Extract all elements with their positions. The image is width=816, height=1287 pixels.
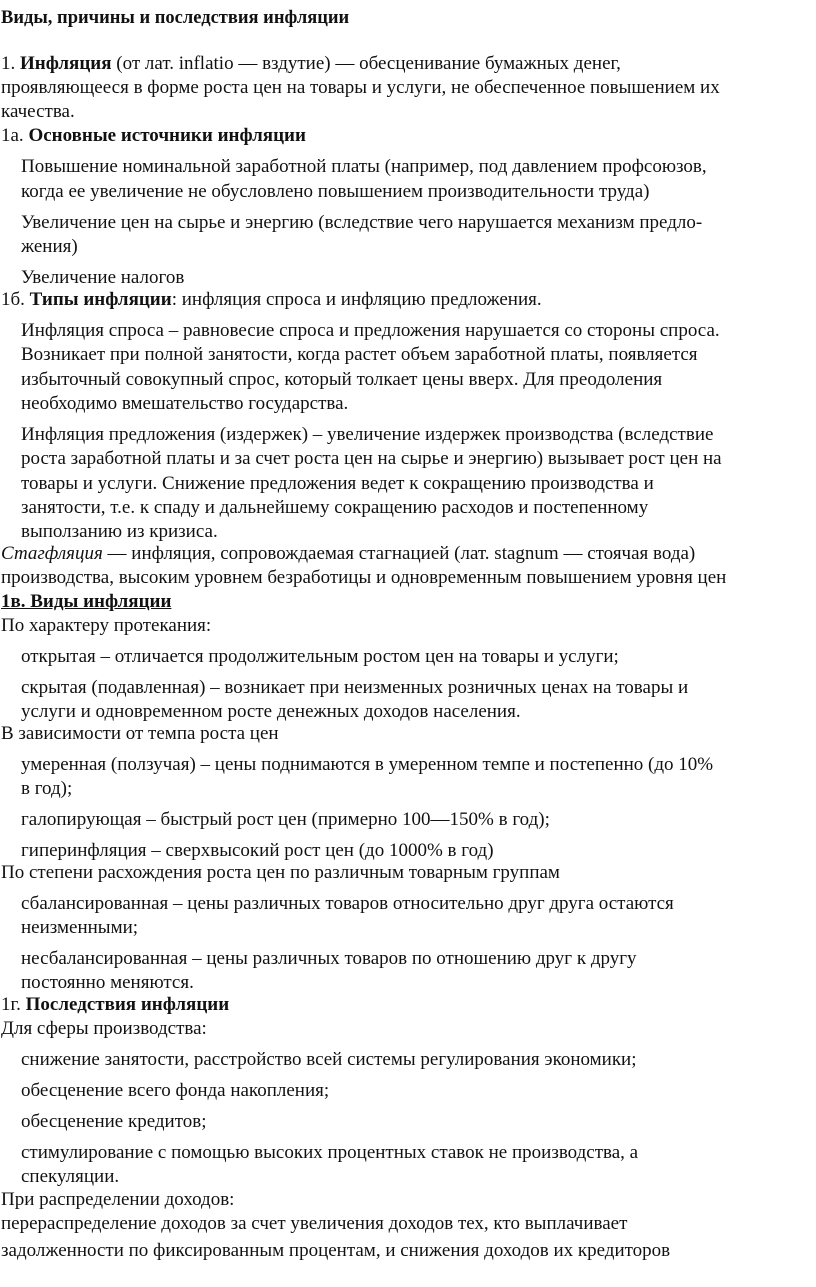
definition-stagflation	[1, 542, 811, 567]
list-item: сбалансированная – цены различных товаров относительно друг друга остаются	[21, 893, 674, 914]
list-item: когда ее увеличение не обусловлено повышением производительности труда)	[21, 181, 650, 202]
group-label: При распределении доходов:	[1, 1189, 235, 1210]
list-item: выползанию из кризиса.	[21, 521, 218, 542]
document-title: Виды, причины и последствия инфляции	[1, 8, 350, 28]
section-number: 1б.	[1, 289, 30, 310]
list-item: обесценение всего фонда накопления;	[21, 1080, 330, 1101]
group-label: По характеру протекания:	[1, 615, 212, 636]
heading-rest: : инфляция спроса и инфляцию предложения.	[171, 289, 542, 310]
definition-line: качества.	[1, 101, 75, 122]
list-item: гиперинфляция – сверхвысокий рост цен (до 1000% в год)	[21, 840, 494, 861]
body-line: задолженности по фиксированным процентам, и снижения доходов их кредиторов	[1, 1240, 671, 1261]
list-item: Увеличение цен на сырье и энергию (вследствие чего нарушается механизм предло-	[21, 212, 703, 233]
body-line: перераспределение доходов за счет увеличения доходов тех, кто выплачивает	[1, 1213, 628, 1234]
section-heading-kinds	[1, 590, 811, 615]
section-number: 1г.	[1, 994, 26, 1015]
list-item: постоянно меняются.	[21, 972, 194, 993]
list-item: несбалансированная – цены различных товаров по отношению друг к другу	[21, 948, 637, 969]
list-item: товары и услуги. Снижение предложения ведет к сокращению производства и	[21, 473, 654, 494]
group-label: По степени расхождения роста цен по различным товарным группам	[1, 862, 560, 883]
definition-text: — инфляция, сопровождаемая стагнацией (лат. stagnum — стоячая вода)	[102, 543, 696, 564]
list-item: роста заработной платы и за счет роста цен на сырье и энергию) вызывает рост цен на	[21, 448, 722, 469]
list-item: спекуляции.	[21, 1166, 120, 1187]
section-number: 1.	[1, 53, 20, 74]
list-item: услуги и одновременном росте денежных доходов населения.	[21, 701, 521, 722]
term-inflation: Инфляция	[20, 53, 112, 74]
list-item: занятости, т.е. к спаду и дальнейшему сокращению расходов и постепенному	[21, 497, 649, 518]
list-item: скрытая (подавленная) – возникает при неизменных розничных ценах на товары и	[21, 677, 689, 698]
definition-text: (от лат. inflatio — вздутие) — обесценивание бумажных денег,	[111, 53, 621, 74]
list-item: Инфляция предложения (издержек) – увеличение издержек производства (вследствие	[21, 424, 714, 445]
list-item: Инфляция спроса – равновесие спроса и предложения нарушается со стороны спроса.	[21, 320, 720, 341]
list-item: умеренная (ползучая) – цены поднимаются в умеренном темпе и постепенно (до 10%	[21, 754, 714, 775]
definition-inflation	[1, 52, 811, 77]
group-label: В зависимости от темпа роста цен	[1, 723, 279, 744]
list-item: в год);	[21, 778, 73, 799]
section-number: 1а.	[1, 125, 29, 146]
term-stagflation: Стагфляция	[1, 543, 103, 564]
list-item: открытая – отличается продолжительным ростом цен на товары и услуги;	[21, 646, 619, 667]
list-item: снижение занятости, расстройство всей системы регулирования экономики;	[21, 1049, 637, 1070]
list-item: обесценение кредитов;	[21, 1111, 207, 1132]
heading-text: 1в. Виды инфляции	[1, 591, 172, 612]
list-item: Возникает при полной занятости, когда растет объем заработной платы, появляется	[21, 344, 698, 365]
section-heading-consequences	[1, 993, 811, 1018]
list-item: жения)	[21, 236, 78, 257]
list-item: Повышение номинальной заработной платы (например, под давлением профсоюзов,	[21, 156, 707, 177]
definition-line: проявляющееся в форме роста цен на товары и услуги, не обеспеченное повышением их	[1, 77, 720, 98]
section-heading-types	[1, 288, 811, 313]
list-item: необходимо вмешательство государства.	[21, 393, 349, 414]
list-item: галопирующая – быстрый рост цен (примерно 100—150% в год);	[21, 809, 550, 830]
section-heading-sources	[1, 124, 811, 149]
list-item: Увеличение налогов	[21, 267, 185, 288]
list-item: избыточный совокупный спрос, который толкает цены вверх. Для преодоления	[21, 369, 663, 390]
list-item: неизменными;	[21, 917, 139, 938]
heading-text: Типы инфляции	[29, 289, 172, 310]
heading-text: Последствия инфляции	[25, 994, 230, 1015]
heading-text: Основные источники инфляции	[28, 125, 306, 146]
list-item: стимулирование с помощью высоких процентных ставок не производства, а	[21, 1142, 639, 1163]
definition-line: производства, высоким уровнем безработицы и одновременным повышением уровня цен	[1, 567, 727, 588]
group-label: Для сферы производства:	[1, 1018, 207, 1039]
